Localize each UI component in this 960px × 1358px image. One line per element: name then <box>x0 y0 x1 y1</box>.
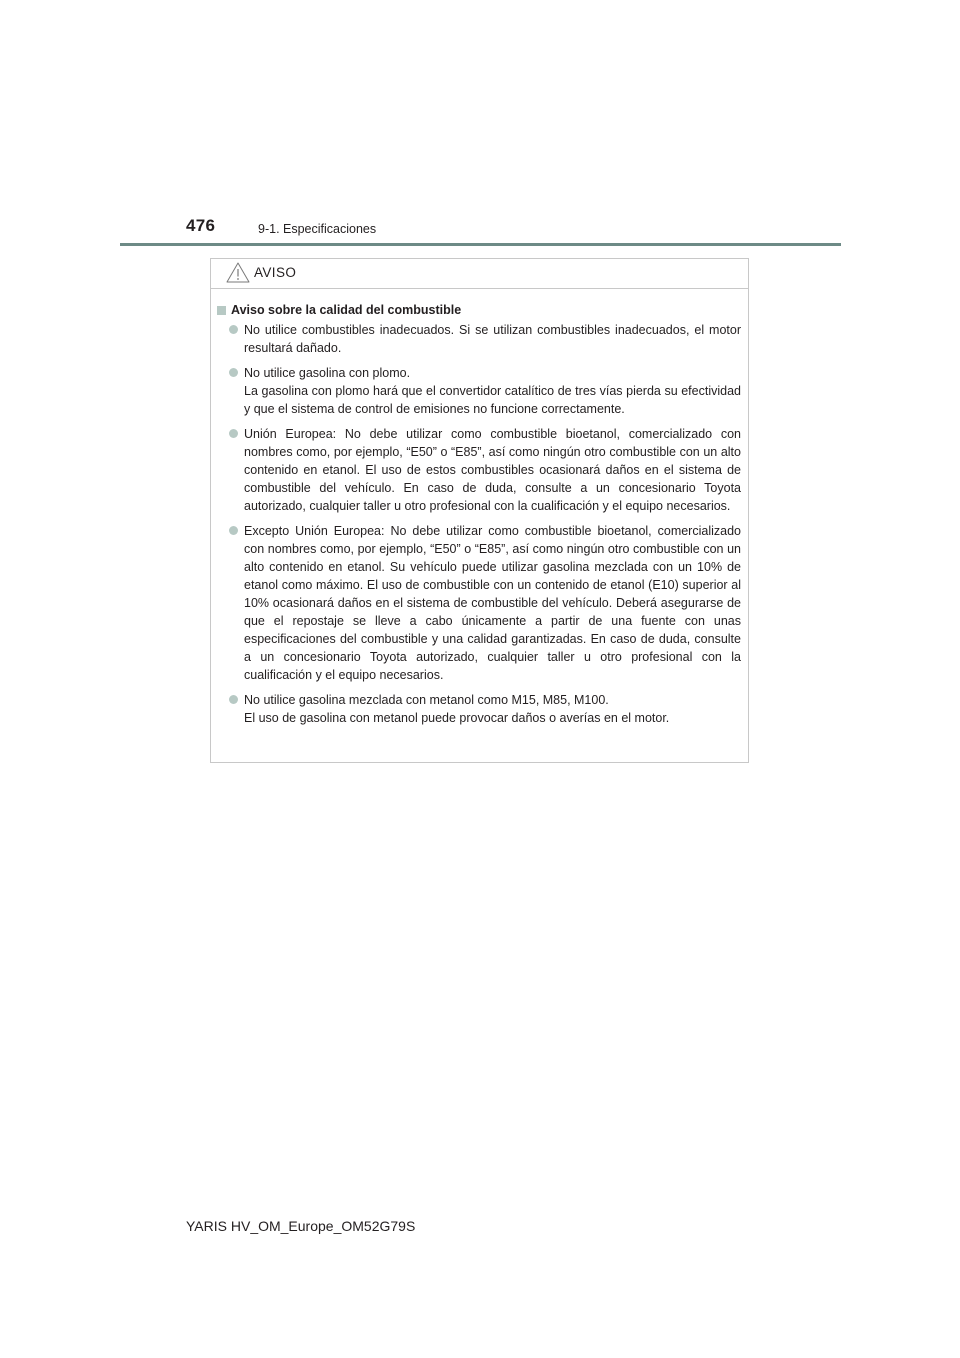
bullet-item <box>217 425 741 515</box>
bullet-paragraph: Excepto Unión Europea: No debe utilizar como combustible bioetanol, comercializado con nombres como, por ejemplo, “E50” o “E85”, así como ningún otro combustible con un alto contenido en etanol. Su vehículo puede utilizar gasolina mezclada con un 10% de etanol como máximo. El uso de combustible con un contenido de etanol (E10) superior al 10% ocasionará daños en el sistema de combustible del vehículo. Deberá asegurarse de que el repostaje se lleve a cabo únicamente a partir de una fuente con unas especificaciones del combustible y una calidad garantizadas. En caso de duda, consulte a un concesionario Toyota autorizado, cualquier taller u otro profesional con la cualificación y el equipo necesarios. <box>244 524 741 682</box>
bullet-body <box>244 691 741 727</box>
bullet-dot-icon <box>229 526 238 535</box>
bullet-dot-icon <box>229 368 238 377</box>
square-bullet-icon <box>217 306 226 315</box>
warning-content <box>211 289 748 727</box>
bullet-paragraph: No utilice combustibles inadecuados. Si se utilizan combustibles inadecuados, el motor resultará dañado. <box>244 323 741 355</box>
section-title: 9-1. Especificaciones <box>258 222 377 236</box>
warning-triangle-icon <box>225 261 251 284</box>
header-rule <box>120 243 841 246</box>
bullet-item <box>217 522 741 684</box>
subheading-text: Aviso sobre la calidad del combustible <box>231 303 462 317</box>
subheading <box>217 301 741 319</box>
bullet-dot-icon <box>229 429 238 438</box>
warning-box <box>210 258 749 763</box>
bullet-item <box>217 691 741 727</box>
page-number: 476 <box>186 216 216 235</box>
bullet-body <box>244 522 741 684</box>
bullet-paragraph: La gasolina con plomo hará que el convertidor catalítico de tres vías pierda su efectividad y que el sistema de control de emisiones no funcione correctamente. <box>244 384 741 416</box>
bullet-paragraph: El uso de gasolina con metanol puede provocar daños o averías en el motor. <box>244 711 670 725</box>
bullet-paragraph: No utilice gasolina mezclada con metanol como M15, M85, M100. <box>244 693 609 707</box>
bullet-body <box>244 364 741 418</box>
warning-header <box>211 259 748 289</box>
footer-document-id: YARIS HV_OM_Europe_OM52G79S <box>186 1218 416 1234</box>
bullet-dot-icon <box>229 325 238 334</box>
bullet-item <box>217 364 741 418</box>
bullet-paragraph: No utilice gasolina con plomo. <box>244 366 411 380</box>
bullet-item <box>217 321 741 357</box>
warning-title: AVISO <box>254 265 297 280</box>
bullet-paragraph: Unión Europea: No debe utilizar como combustible bioetanol, comercializado con nombres como, por ejemplo, “E50” o “E85”, así como ningún otro combustible con un alto contenido en etanol. El uso de estos combustibles ocasionará daños en el sistema de combustible del vehículo. En caso de duda, consulte a un concesionario Toyota autorizado, cualquier taller u otro profesional con la cualificación y el equipo necesarios. <box>244 427 741 513</box>
bullet-body <box>244 321 741 357</box>
bullet-body <box>244 425 741 515</box>
bullet-dot-icon <box>229 695 238 704</box>
